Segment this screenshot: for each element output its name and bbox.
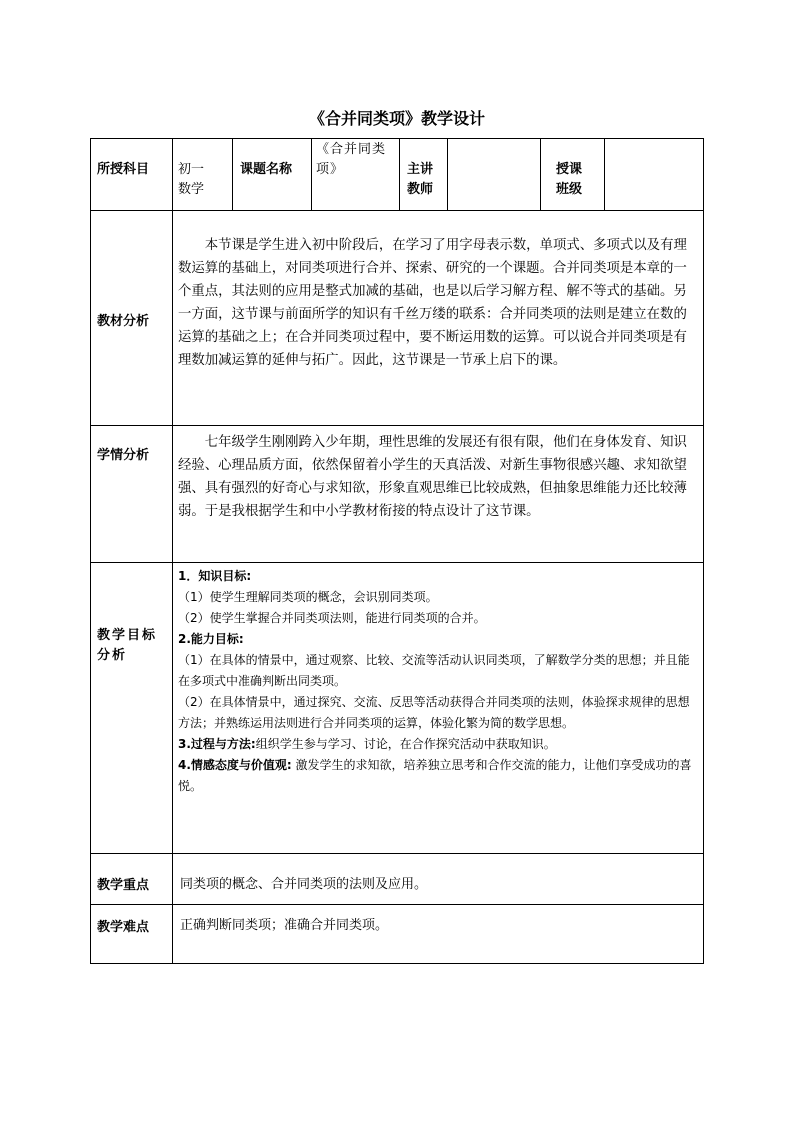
student-analysis-label: 学情分析	[97, 448, 150, 463]
topic-label: 课题名称	[240, 162, 293, 177]
teaching-difficulty-label: 教学难点	[97, 920, 150, 935]
row-divider	[90, 904, 704, 905]
label-column-divider	[172, 138, 173, 964]
knowledge-goal-heading: 1．知识目标:	[178, 569, 252, 583]
subject-value: 初一数学	[178, 162, 205, 197]
topic-value: 《合并同类项》	[316, 142, 387, 177]
process-method-text: 组织学生参与学习、讨论，在合作探究活动中获取知识。	[255, 737, 556, 751]
textbook-analysis-text: 本节课是学生进入初中阶段后，在学习了用字母表示数，单项式、多项式以及有理数运算的基础上，对同类项进行合并、探索、研究的一个课题。合并同类项是本章的一个重点，其法则的应用是整式加减的基础，也是以后学习解方程、解不等式的基础。另一方面，这节课与前面所学的知识有千丝万缕的联系：合并同类项的法则是建立在数的运算的基础之上；在合并同类项过程中，要不断运用数的运算。可以说合并同类项是有理数加减运算的延伸与拓广。因此，这节课是一节承上启下的课。	[178, 238, 687, 368]
knowledge-goal-2: （2）使学生掌握合并同类项法则，能进行同类项的合并。	[178, 611, 486, 625]
header-divider	[447, 138, 448, 210]
document-title: 《合并同类项》教学设计	[308, 109, 485, 128]
table-border-left	[90, 138, 91, 964]
objectives-label: 教学目标分析	[97, 628, 158, 663]
ability-goal-1: （1）在具体的情景中，通过观察、比较、交流等活动认识同类项，了解数学分类的思想；并且能在多项式中准确判断出同类项。	[178, 653, 690, 688]
row-divider	[90, 210, 704, 211]
teaching-focus-label: 教学重点	[97, 878, 150, 893]
student-analysis-text: 七年级学生刚刚跨入少年期，理性思维的发展还有很有限，他们在身体发育、知识经验、心理品质方面，依然保留着小学生的天真活泼、对新生事物很感兴趣、求知欲望强、具有强烈的好奇心与求知欲，形象直观思维已比较成熟，但抽象思维能力还比较薄弱。于是我根据学生和中小学教材衔接的特点设计了这节课。	[178, 435, 687, 519]
objectives-content	[178, 566, 700, 797]
table-border-top	[90, 138, 704, 139]
table-border-bottom	[90, 963, 704, 964]
header-divider	[232, 138, 233, 210]
teaching-focus-text: 同类项的概念、合并同类项的法则及应用。	[180, 877, 428, 892]
emotion-attitude-text: 激发学生的求知欲，培养独立思考和合作交流的能力，让他们享受成功的喜悦。	[178, 758, 692, 793]
header-divider	[540, 138, 541, 210]
class-label: 授课班级	[556, 162, 583, 197]
ability-goal-2: （2）在具体情景中，通过探究、交流、反思等活动获得合并同类项的法则，体验探求规律的思想方法；并熟练运用法则进行合并同类项的运算，体验化繁为简的数学思想。	[178, 695, 690, 730]
knowledge-goal-1: （1）使学生理解同类项的概念，会识别同类项。	[178, 590, 438, 604]
row-divider	[90, 562, 704, 563]
textbook-analysis-label: 教材分析	[97, 314, 150, 329]
header-divider	[604, 138, 605, 210]
row-divider	[90, 853, 704, 854]
table-border-right	[703, 138, 704, 964]
row-divider	[90, 425, 704, 426]
lesson-plan-table	[90, 138, 704, 964]
emotion-attitude-heading: 4.情感态度与价值观:	[178, 758, 292, 772]
teacher-label: 主讲教师	[407, 162, 434, 197]
teaching-difficulty-text: 正确判断同类项；准确合并同类项。	[180, 918, 389, 933]
process-method-heading: 3.过程与方法:	[178, 737, 256, 751]
header-divider	[399, 138, 400, 210]
header-divider	[311, 138, 312, 210]
ability-goal-heading: 2.能力目标:	[178, 632, 244, 646]
subject-label: 所授科目	[97, 162, 150, 177]
